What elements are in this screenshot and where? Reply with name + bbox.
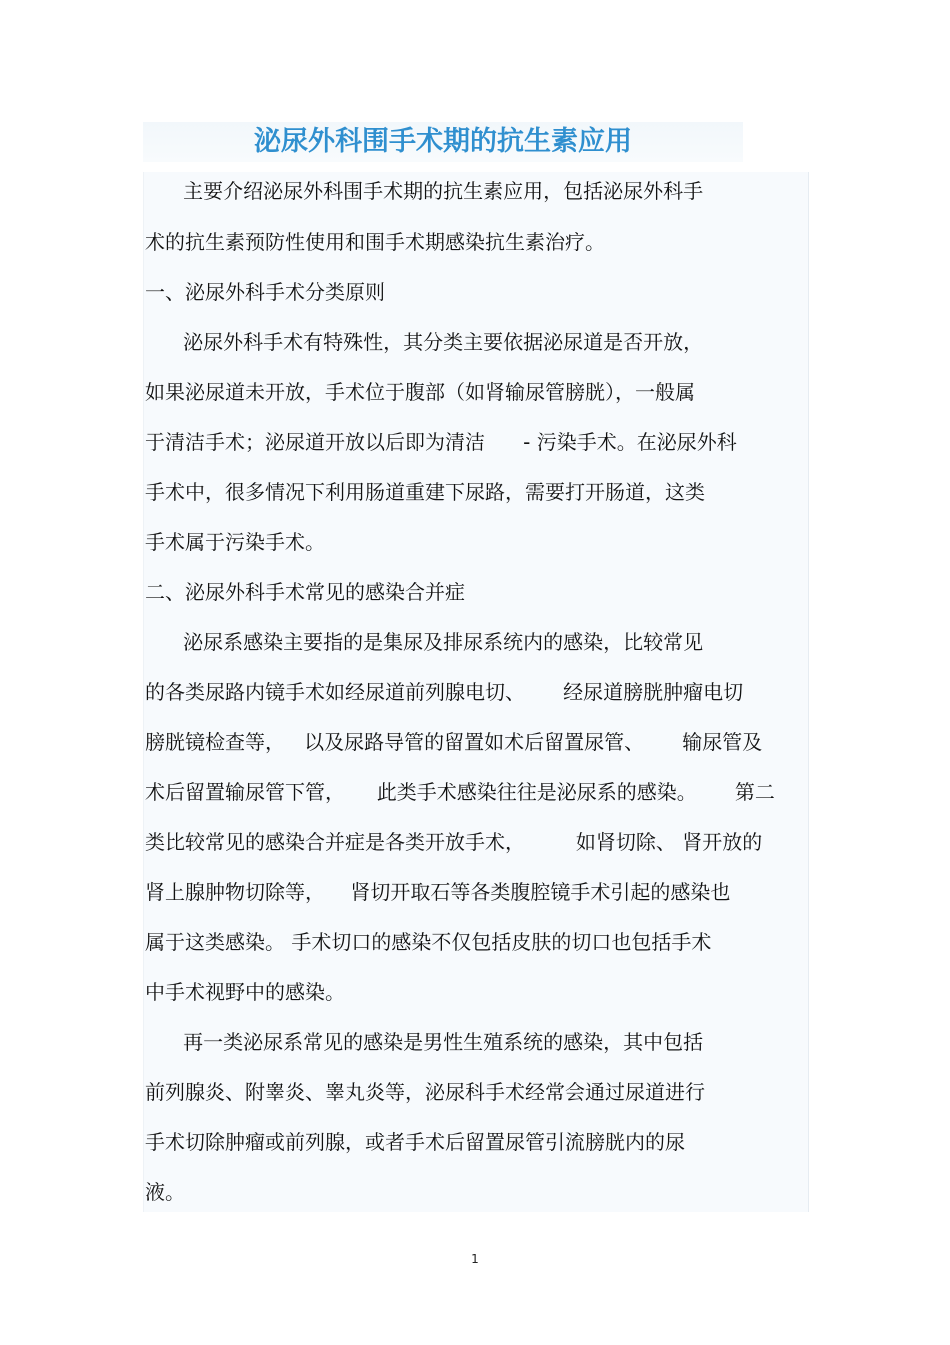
paragraph-line: 主要介绍泌尿外科围手术期的抗生素应用，包括泌尿外科手 [145, 179, 704, 203]
paragraph-line: 泌尿外科手术有特殊性，其分类主要依据泌尿道是否开放， [145, 330, 704, 354]
page-number: 1 [471, 1252, 479, 1266]
paragraph-line: 如果泌尿道未开放，手术位于腹部（如肾输尿管膀胱），一般属 [145, 380, 695, 404]
paragraph-line: 手术中，很多情况下利用肠道重建下尿路，需要打开肠道，这类 [145, 480, 705, 504]
paragraph-line: 中手术视野中的感染。 [145, 980, 345, 1004]
document-title: 泌尿外科围手术期的抗生素应用 [254, 126, 632, 157]
section-heading: 二、泌尿外科手术常见的感染合并症 [145, 580, 465, 604]
paragraph-line: 术的抗生素预防性使用和围手术期感染抗生素治疗。 [145, 230, 605, 254]
paragraph-line: 肾上腺肿物切除等， 肾切开取石等各类腹腔镜手术引起的感染也 [145, 880, 731, 904]
paragraph-line: 膀胱镜检查等， 以及尿路导管的留置如术后留置尿管、 输尿管及 [145, 730, 763, 754]
paragraph-line: 属于这类感染。 手术切口的感染不仅包括皮肤的切口也包括手术 [145, 930, 712, 954]
paragraph-line: 液。 [145, 1180, 185, 1204]
paragraph-line: 术后留置输尿管下管， 此类手术感染往往是泌尿系的感染。 第二 [145, 780, 775, 804]
paragraph-line: 类比较常见的感染合并症是各类开放手术， 如肾切除、 肾开放的 [145, 830, 763, 854]
paragraph-line: 于清洁手术；泌尿道开放以后即为清洁 - 污染手术。在泌尿外科 [145, 430, 737, 454]
paragraph-line: 手术属于污染手术。 [145, 530, 325, 554]
paragraph-line: 前列腺炎、附睾炎、睾丸炎等，泌尿科手术经常会通过尿道进行 [145, 1080, 705, 1104]
paragraph-line: 的各类尿路内镜手术如经尿道前列腺电切、 经尿道膀胱肿瘤电切 [145, 680, 744, 704]
paragraph-line: 泌尿系感染主要指的是集尿及排尿系统内的感染，比较常见 [145, 630, 704, 654]
paragraph-line: 手术切除肿瘤或前列腺，或者手术后留置尿管引流膀胱内的尿 [145, 1130, 685, 1154]
section-heading: 一、泌尿外科手术分类原则 [145, 280, 385, 304]
paragraph-line: 再一类泌尿系常见的感染是男性生殖系统的感染，其中包括 [145, 1030, 704, 1054]
